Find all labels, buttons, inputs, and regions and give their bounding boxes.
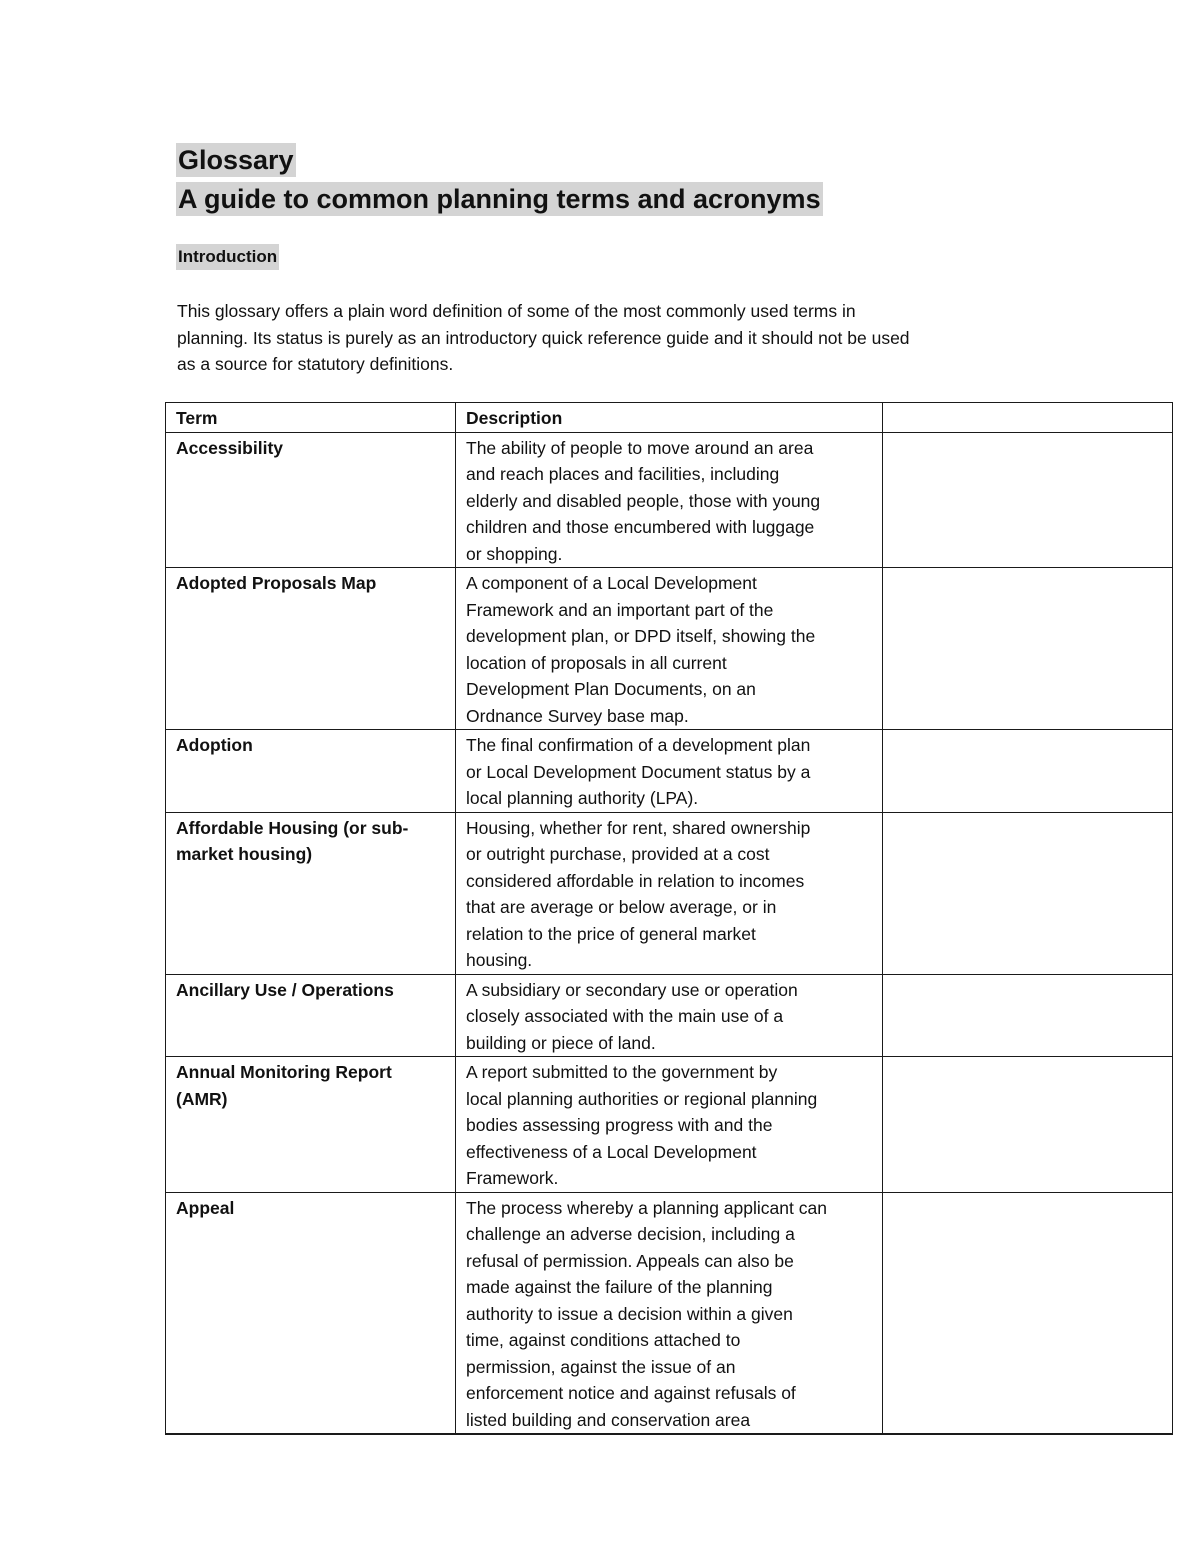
term-cell: [166, 568, 456, 730]
term-cell: [166, 974, 456, 1057]
description-line: Ordnance Survey base map.: [466, 705, 689, 726]
description-line: permission, against the issue of an: [466, 1356, 736, 1377]
blank-cell: [883, 432, 1173, 568]
description-line: The ability of people to move around an area: [466, 437, 814, 458]
term-cell: [166, 812, 456, 974]
introduction-heading: Introduction: [176, 244, 279, 270]
description-cell: [456, 1057, 883, 1193]
introduction-line: This glossary offers a plain word definition of some of the most commonly used terms in: [177, 301, 856, 321]
header-description: Description: [456, 403, 883, 433]
description-cell: [456, 730, 883, 813]
description-cell: [456, 812, 883, 974]
description-line: time, against conditions attached to: [466, 1330, 741, 1350]
blank-cell: [883, 1192, 1173, 1434]
blank-cell: [883, 730, 1173, 813]
description-line: and reach places and facilities, including: [466, 464, 780, 484]
blank-cell: [883, 812, 1173, 974]
description-cell: [456, 974, 883, 1057]
introduction-paragraph: [177, 298, 1037, 378]
description-line: considered affordable in relation to incomes: [466, 870, 805, 891]
description-line: location of proposals in all current: [466, 652, 727, 673]
table-row: [166, 974, 1173, 1057]
term-line: Appeal: [176, 1197, 235, 1218]
table-row: [166, 730, 1173, 813]
description-line: or Local Development Document status by a: [466, 761, 811, 782]
description-line: effectiveness of a Local Development: [466, 1141, 757, 1162]
document-subtitle: A guide to common planning terms and acronyms: [178, 184, 821, 214]
table-row: [166, 568, 1173, 730]
description-line: The process whereby a planning applicant can: [466, 1197, 827, 1218]
description-line: refusal of permission. Appeals can also be: [466, 1250, 794, 1271]
table-row: [166, 1192, 1173, 1434]
description-line: children and those encumbered with luggage: [466, 517, 815, 537]
table-row: [166, 432, 1173, 568]
description-line: housing.: [466, 950, 533, 970]
header-term: Term: [166, 403, 456, 433]
term-cell: [166, 730, 456, 813]
description-line: that are average or below average, or in: [466, 897, 777, 917]
document-title: Glossary: [178, 145, 294, 175]
description-line: or outright purchase, provided at a cost: [466, 844, 770, 864]
table-row: [166, 812, 1173, 974]
description-line: building or piece of land.: [466, 1032, 656, 1053]
description-line: The final confirmation of a development plan: [466, 735, 811, 755]
term-line: Affordable Housing (or sub-: [176, 817, 409, 838]
description-line: made against the failure of the planning: [466, 1277, 773, 1297]
description-line: A report submitted to the government by: [466, 1062, 778, 1082]
table-header-row: [166, 403, 1173, 433]
term-line: Adopted Proposals Map: [176, 573, 377, 593]
description-line: or shopping.: [466, 543, 563, 564]
introduction-line: as a source for statutory definitions.: [177, 354, 454, 374]
term-cell: [166, 1057, 456, 1193]
description-cell: [456, 1192, 883, 1434]
description-line: elderly and disabled people, those with young: [466, 490, 821, 511]
description-line: authority to issue a decision within a given: [466, 1303, 793, 1324]
description-line: local planning authorities or regional planning: [466, 1088, 818, 1109]
introduction-line: planning. Its status is purely as an introductory quick reference guide and it should not be used: [177, 327, 910, 348]
blank-cell: [883, 1057, 1173, 1193]
term-cell: [166, 1192, 456, 1434]
glossary-table: [165, 402, 1173, 1435]
header-blank: [883, 403, 1173, 433]
term-line: Annual Monitoring Report: [176, 1062, 392, 1082]
term-line: Adoption: [176, 735, 253, 755]
description-cell: [456, 568, 883, 730]
term-cell: [166, 432, 456, 568]
description-line: A component of a Local Development: [466, 573, 757, 593]
term-line: Accessibility: [176, 437, 283, 458]
description-line: Housing, whether for rent, shared ownership: [466, 817, 811, 838]
description-line: A subsidiary or secondary use or operation: [466, 979, 798, 1000]
description-line: bodies assessing progress with and the: [466, 1115, 773, 1135]
description-line: relation to the price of general market: [466, 923, 756, 944]
term-line: (AMR): [176, 1088, 228, 1109]
description-cell: [456, 432, 883, 568]
term-line: Ancillary Use / Operations: [176, 979, 394, 1000]
description-line: Framework and an important part of the: [466, 599, 774, 620]
description-line: Development Plan Documents, on an: [466, 679, 756, 699]
blank-cell: [883, 568, 1173, 730]
description-line: local planning authority (LPA).: [466, 788, 699, 808]
description-line: closely associated with the main use of a: [466, 1006, 784, 1026]
description-line: challenge an adverse decision, including a: [466, 1224, 795, 1244]
table-row: [166, 1057, 1173, 1193]
description-line: Framework.: [466, 1168, 559, 1188]
description-line: listed building and conservation area: [466, 1409, 751, 1430]
term-line: market housing): [176, 844, 313, 864]
glossary-table-body: [166, 432, 1173, 1434]
description-line: development plan, or DPD itself, showing the: [466, 626, 816, 646]
blank-cell: [883, 974, 1173, 1057]
description-line: enforcement notice and against refusals of: [466, 1383, 796, 1403]
